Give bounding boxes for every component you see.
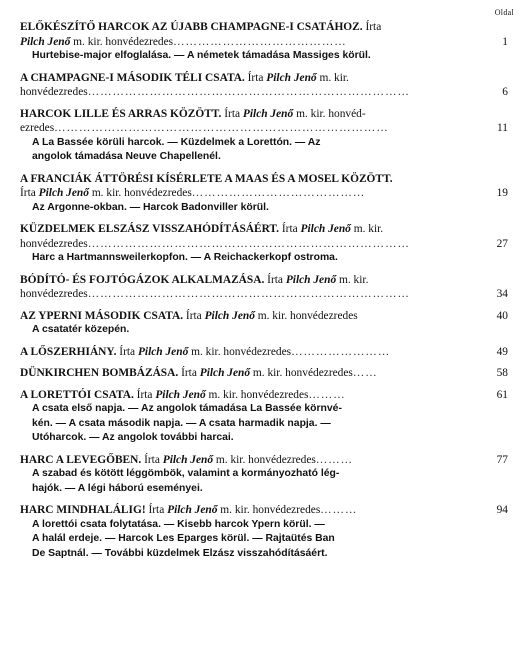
- page-number: 1: [482, 35, 508, 50]
- chapter-author: [20, 122, 54, 134]
- page-number: 6: [482, 85, 508, 100]
- toc-entry-line: [20, 273, 508, 288]
- author-text: honvédezredes: [20, 237, 88, 250]
- chapter-title: ELŐKÉSZÍTŐ HARCOK AZ ÚJABB CHAMPAGNE-I CSATÁHOZ.: [20, 21, 363, 33]
- leader-dots: ………: [315, 453, 354, 466]
- author-name: Pilch Jenő: [20, 35, 71, 48]
- toc-entry-line: [20, 85, 508, 100]
- chapter-title: A LŐSZERHIÁNY.: [20, 345, 117, 358]
- toc-entry: [20, 172, 508, 216]
- chapter-author: [245, 72, 349, 84]
- chapter-author: [264, 274, 368, 286]
- author-name: Pilch Jenő: [155, 388, 206, 401]
- page-number: 40: [482, 309, 508, 324]
- toc-entry-line: [20, 186, 508, 201]
- toc-entry-line: [20, 287, 508, 302]
- chapter-author: [20, 187, 192, 199]
- toc-entry-line: [20, 121, 508, 136]
- author-text: m. kir. honvéd-: [293, 107, 366, 120]
- chapter-title: A FRANCIÁK ÁTTÖRÉSI KÍSÉRLETE A MAAS ÉS A MOSEL KÖZÖTT.: [20, 172, 393, 185]
- chapter-title: A LORETTÓI CSATA.: [20, 388, 134, 401]
- author-text: m. kir. honvédezredes: [88, 187, 192, 199]
- toc-entry: [20, 453, 508, 497]
- leader-dots: ……………………………………………………………………: [87, 288, 410, 300]
- page-number: 77: [482, 453, 508, 468]
- author-name: Pilch Jenő: [137, 345, 189, 358]
- chapter-author: [279, 223, 383, 235]
- author-text: m. kir. honvédezredes: [250, 367, 353, 379]
- toc-entry-line: [20, 237, 508, 252]
- toc-entry: [20, 20, 508, 64]
- author-text: Írta: [145, 504, 168, 516]
- author-text: m. kir. honvédezredes: [213, 453, 316, 466]
- leader-dots: ……: [352, 367, 378, 379]
- author-name: Pilch Jenő: [162, 453, 214, 466]
- subtopic-line: A csatatér közepén.: [32, 324, 130, 335]
- chapter-author: [20, 238, 88, 250]
- toc-entry-line: [20, 453, 508, 468]
- leader-dots: ……………………………………………………………………: [87, 86, 410, 98]
- chapter-title: AZ YPERNI MÁSODIK CSATA.: [20, 309, 184, 322]
- chapter-subtopics: [20, 136, 508, 165]
- page-column-header: Oldal: [494, 8, 514, 17]
- chapter-author: [178, 367, 353, 379]
- author-name: Pilch Jenő: [199, 367, 251, 379]
- toc-entry: [20, 345, 508, 360]
- subtopic-line: Utóharcok. — Az angolok további harcai.: [32, 432, 234, 443]
- toc-entry: [20, 222, 508, 266]
- author-text: Írta: [133, 388, 156, 401]
- page-number: 94: [482, 503, 508, 518]
- chapter-author: [20, 86, 88, 98]
- author-text: m. kir. honvédezredes: [205, 388, 309, 401]
- leader-dots: ……………………: [291, 345, 391, 358]
- toc-entry-line: [20, 35, 508, 50]
- leader-dots: ……………………………………………………………………: [87, 237, 410, 250]
- subtopic-line: Hurtebise-major elfoglalása. — A németek támadása Massiges körül.: [32, 50, 371, 61]
- chapter-title: DÜNKIRCHEN BOMBÁZÁSA.: [20, 367, 179, 379]
- toc-entry: [20, 388, 508, 446]
- toc-entry-line: [20, 345, 508, 360]
- toc-entry-line: [20, 222, 508, 237]
- author-text: Írta: [362, 21, 382, 33]
- author-text: m. kir. honvédezredes: [70, 35, 174, 48]
- author-text: Írta: [279, 223, 301, 235]
- chapter-author: [134, 389, 309, 401]
- subtopic-line: Az Argonne-okban. — Harcok Badonviller körül.: [32, 201, 269, 213]
- toc-entry: [20, 366, 508, 381]
- chapter-title: HARC A LEVEGŐBEN.: [20, 453, 142, 466]
- chapter-title: HARC MINDHALÁLIG!: [20, 504, 146, 516]
- toc-entry-line: [20, 172, 508, 187]
- chapter-subtopics: [20, 49, 508, 64]
- chapter-subtopics: [20, 201, 508, 216]
- author-name: Pilch Jenő: [204, 309, 255, 322]
- subtopic-line: A La Bassée körüli harcok. — Küzdelmek a Lorettón. — Az: [32, 136, 321, 148]
- toc-entry-line: [20, 309, 508, 324]
- chapter-author: [116, 346, 291, 358]
- toc-entry-line: [20, 503, 508, 518]
- table-of-contents: [20, 20, 508, 568]
- chapter-author: [363, 21, 382, 33]
- author-name: Pilch Jenő: [300, 223, 351, 235]
- author-text: m. kir. honvédezredes: [217, 504, 321, 516]
- page-number: 27: [482, 237, 508, 252]
- subtopic-line: Harc a Hartmannsweilerkopfon. — A Reichackerkopf ostroma.: [32, 252, 338, 263]
- author-text: Írta: [141, 453, 163, 466]
- subtopic-line: A lorettói csata folytatása. — Kisebb harcok Ypern körül. —: [32, 518, 325, 530]
- author-name: Pilch Jenő: [167, 504, 218, 516]
- author-name: Pilch Jenő: [266, 71, 317, 84]
- leader-dots: ………………………………………………………………………: [54, 122, 389, 134]
- chapter-title: BÓDÍTÓ- ÉS FOJTÓGÁZOK ALKALMAZÁSA.: [20, 273, 265, 286]
- author-text: Írta: [20, 187, 39, 199]
- chapter-title: A CHAMPAGNE-I MÁSODIK TÉLI CSATA.: [20, 71, 245, 84]
- author-text: honvédezredes: [20, 288, 88, 300]
- subtopic-line: A halál erdeje. — Harcok Les Eparges körül. — Rajtaütés Ban: [32, 533, 335, 544]
- author-text: m. kir. honvédezredes: [254, 309, 358, 322]
- subtopic-line: De Saptnál. — További küzdelmek Elzász visszahódításáért.: [32, 547, 328, 559]
- chapter-author: [20, 288, 88, 300]
- author-text: Írta: [264, 273, 286, 286]
- subtopic-line: A szabad és kötött léggömbök, valamint a kormányozható lég-: [32, 468, 340, 479]
- chapter-author: [221, 108, 365, 120]
- author-text: Írta: [244, 71, 267, 84]
- page-number: 11: [482, 121, 508, 136]
- subtopic-line: kén. — A csata második napja. — A csata harmadik napja. —: [32, 417, 331, 429]
- author-text: Írta: [183, 309, 205, 322]
- author-name: Pilch Jenő: [242, 107, 294, 120]
- chapter-author: [183, 310, 358, 322]
- toc-entry: [20, 503, 508, 561]
- chapter-author: [20, 36, 173, 48]
- leader-dots: ………: [308, 388, 346, 401]
- subtopic-line: hajók. — A légi háború eseményei.: [32, 482, 203, 494]
- chapter-author: [141, 454, 316, 466]
- author-name: Pilch Jenő: [285, 273, 337, 286]
- toc-entry-line: [20, 20, 508, 35]
- page-number: 34: [482, 287, 508, 302]
- author-text: m. kir.: [316, 71, 349, 84]
- toc-entry-line: [20, 107, 508, 122]
- leader-dots: ………: [320, 504, 358, 516]
- chapter-subtopics: [20, 251, 508, 266]
- chapter-author: [146, 504, 321, 516]
- toc-entry: [20, 309, 508, 338]
- subtopic-line: angolok támadása Neuve Chapellenél.: [32, 151, 221, 162]
- chapter-title: HARCOK LILLE ÉS ARRAS KÖZÖTT.: [20, 107, 222, 120]
- page-number: 61: [482, 388, 508, 403]
- subtopic-line: A csata első napja. — Az angolok támadása La Bassée körnvé-: [32, 403, 342, 414]
- chapter-subtopics: [20, 402, 508, 446]
- leader-dots: ……………………………………: [191, 187, 366, 199]
- author-text: m. kir. honvédezredes: [188, 345, 292, 358]
- author-text: m. kir.: [336, 273, 369, 286]
- chapter-title: KÜZDELMEK ELSZÁSZ VISSZAHÓDÍTÁSÁÉRT.: [20, 223, 280, 235]
- page-number: 49: [482, 345, 508, 360]
- page-number: 58: [482, 366, 508, 381]
- author-text: Írta: [178, 367, 200, 379]
- toc-entry: [20, 71, 508, 100]
- author-text: Írta: [116, 345, 138, 358]
- page-number: 19: [482, 186, 508, 201]
- toc-entry-line: [20, 366, 508, 381]
- chapter-subtopics: [20, 323, 508, 338]
- leader-dots: ……………………………………: [173, 35, 347, 48]
- toc-entry-line: [20, 71, 508, 86]
- author-text: honvédezredes: [20, 86, 88, 98]
- toc-entry-line: [20, 388, 508, 403]
- author-text: Írta: [221, 107, 243, 120]
- toc-entry: [20, 107, 508, 165]
- author-text: ezredes: [20, 122, 55, 134]
- author-name: Pilch Jenő: [38, 187, 89, 199]
- toc-entry: [20, 273, 508, 302]
- chapter-subtopics: [20, 467, 508, 496]
- author-text: m. kir.: [350, 223, 384, 235]
- chapter-subtopics: [20, 518, 508, 562]
